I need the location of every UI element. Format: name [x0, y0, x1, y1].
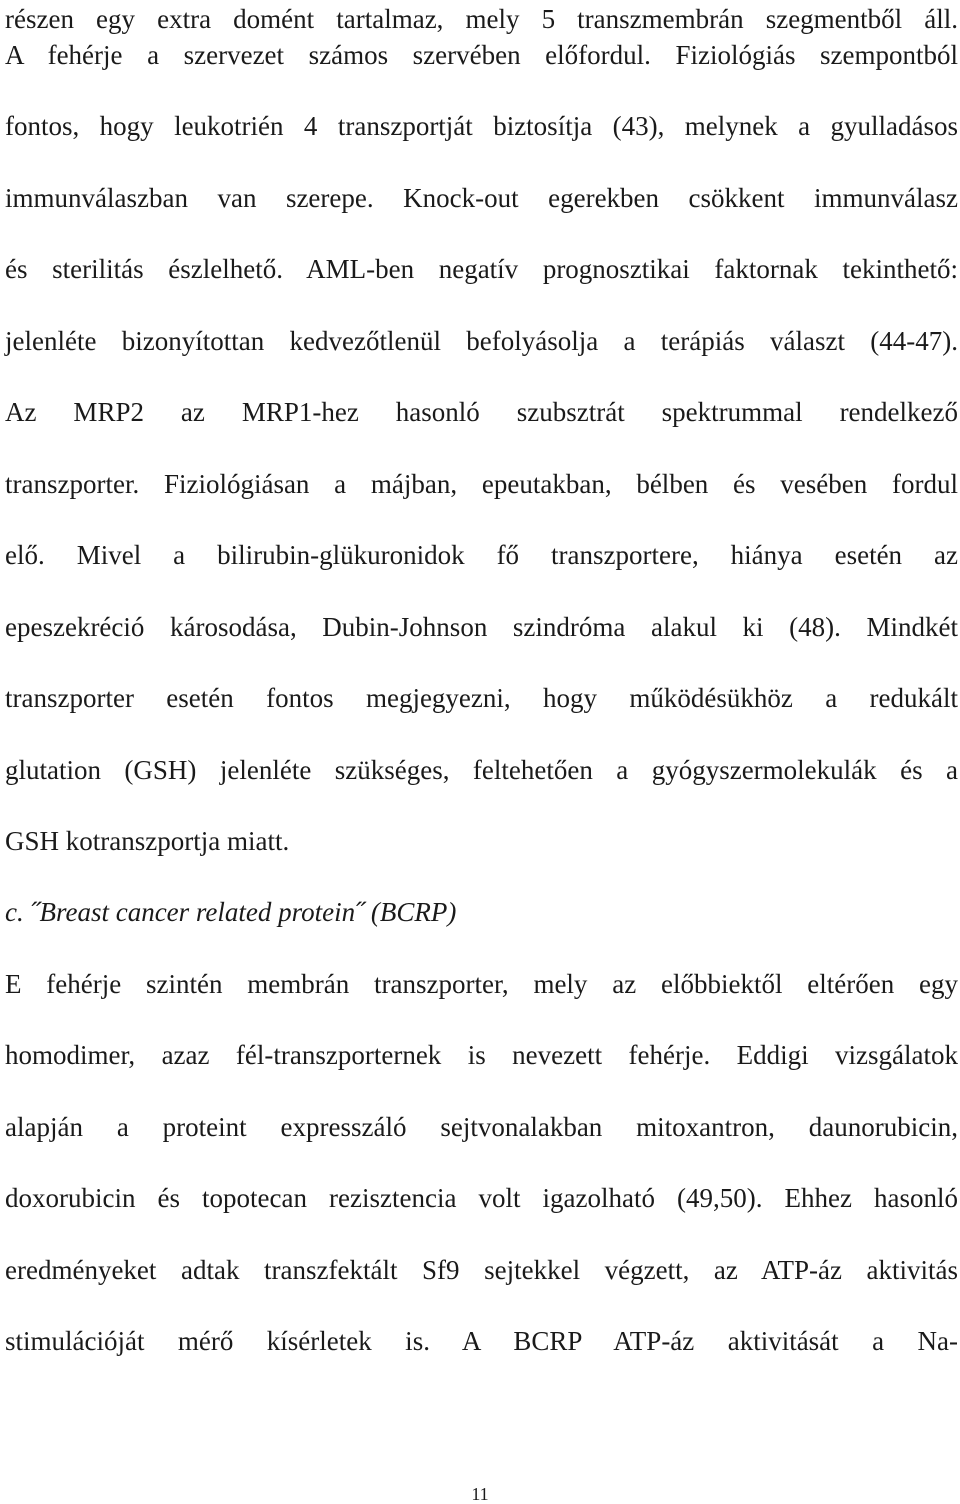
body-text-line: és sterilitás észlelhető. AML-ben negatív prognosztikai faktornak tekinthető: — [5, 254, 958, 284]
body-text-line: transzporter. Fiziológiásan a májban, epeutakban, bélben és vesében fordul — [5, 469, 958, 499]
body-text-line: fontos, hogy leukotrién 4 transzportját biztosítja (43), melynek a gyulladásos — [5, 111, 958, 141]
body-text-line: Az MRP2 az MRP1-hez hasonló szubsztrát spektrummal rendelkező — [5, 397, 958, 427]
body-text-line: eredményeket adtak transzfektált Sf9 sejtekkel végzett, az ATP-áz aktivitás — [5, 1255, 958, 1285]
body-text-line: A fehérje a szervezet számos szervében előfordul. Fiziológiás szempontból — [5, 40, 958, 70]
body-text-line: glutation (GSH) jelenléte szükséges, feltehetően a gyógyszermolekulák és a — [5, 755, 958, 785]
body-text-line: homodimer, azaz fél-transzporternek is nevezett fehérje. Eddigi vizsgálatok — [5, 1040, 958, 1070]
body-text-line: jelenléte bizonyítottan kedvezőtlenül befolyásolja a terápiás választ (44-47). — [5, 326, 958, 356]
body-text-line: elő. Mivel a bilirubin-glükuronidok fő transzportere, hiánya esetén az — [5, 540, 958, 570]
body-text-line: stimulációját mérő kísérletek is. A BCRP ATP-áz aktivitását a Na- — [5, 1326, 958, 1356]
body-text-line: immunválaszban van szerepe. Knock-out egerekben csökkent immunválasz — [5, 183, 958, 213]
body-text-line: E fehérje szintén membrán transzporter, mely az előbbiektől eltérően egy — [5, 969, 958, 999]
body-text-line: alapján a proteint expresszáló sejtvonalakban mitoxantron, daunorubicin, — [5, 1112, 958, 1142]
body-text-line: transzporter esetén fontos megjegyezni, hogy működésükhöz a redukált — [5, 683, 958, 713]
body-text-line: GSH kotranszportja miatt. — [5, 826, 290, 856]
body-text-line: epeszekréció károsodása, Dubin-Johnson szindróma alakul ki (48). Mindkét — [5, 612, 958, 642]
body-text-line: részen egy extra domént tartalmaz, mely 5 transzmembrán szegmentből áll. — [5, 4, 958, 34]
section-heading: c. ˝Breast cancer related protein˝ (BCRP) — [5, 897, 457, 927]
page-number: 11 — [471, 1484, 489, 1504]
body-text-line: doxorubicin és topotecan rezisztencia volt igazolható (49,50). Ehhez hasonló — [5, 1183, 958, 1213]
